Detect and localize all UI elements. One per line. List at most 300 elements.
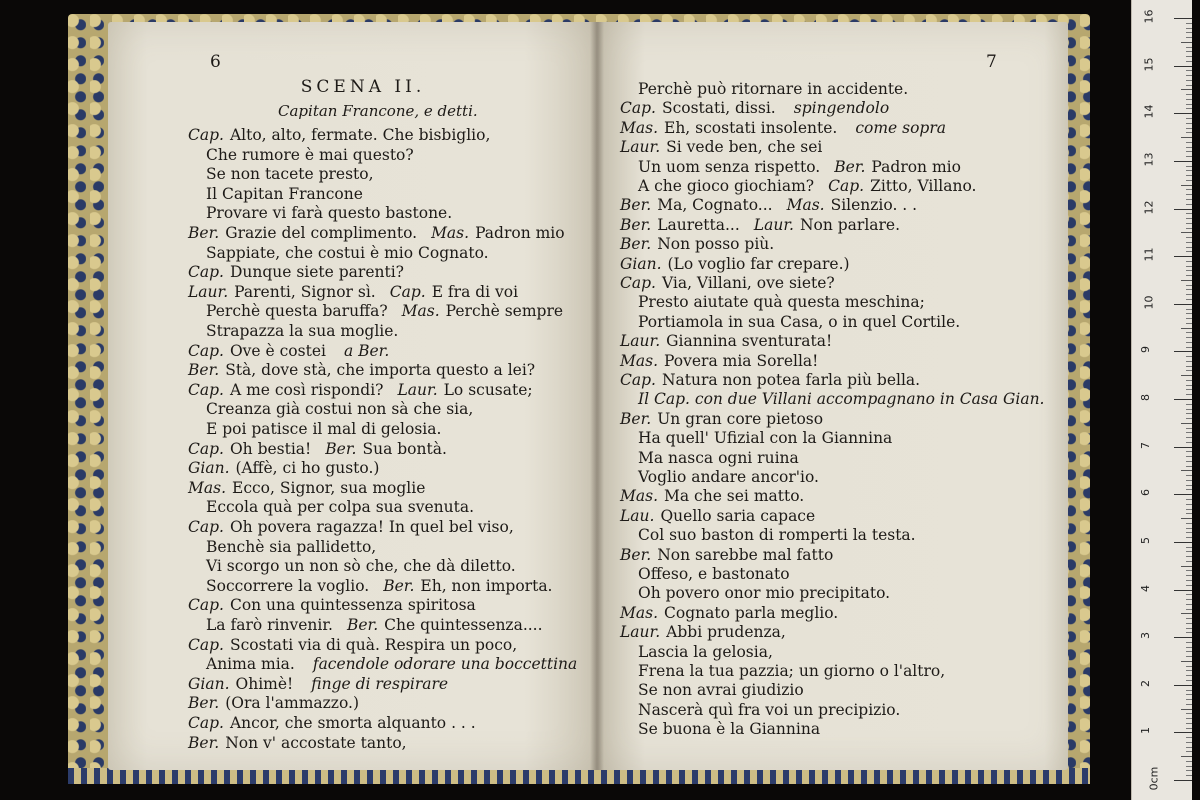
speaker-name: Ber.: [188, 361, 220, 380]
speaker-name: Laur.: [620, 623, 661, 642]
verse-line: [206, 146, 414, 164]
ruler-tick: [1186, 513, 1192, 514]
verse-line: [620, 371, 920, 389]
ruler-tick: [1186, 266, 1192, 267]
verse-line: [206, 244, 489, 262]
speaker-name: Cap.: [188, 714, 224, 732]
ruler-tick: [1186, 694, 1192, 695]
ruler-tick: [1186, 218, 1192, 219]
ruler-tick: [1186, 680, 1192, 681]
ruler-tick: [1186, 523, 1192, 524]
ruler-tick: [1181, 232, 1192, 233]
ruler-tick: [1186, 237, 1192, 238]
ruler-tick: [1186, 247, 1192, 248]
ruler-tick: [1186, 242, 1192, 243]
speaker-name: Mas.: [786, 196, 825, 215]
ruler-tick: [1186, 704, 1192, 705]
ruler-tick: [1186, 537, 1192, 538]
ruler-tick: [1186, 647, 1192, 648]
verse-line: [638, 313, 960, 331]
verse-text: Soccorrere la voglio.: [206, 576, 370, 595]
ruler-tick: [1186, 747, 1192, 748]
scene-title: SCENA II.: [300, 77, 426, 97]
ruler-tick: [1186, 309, 1192, 310]
ruler-tick: [1174, 66, 1192, 67]
speaker-name: Cap.: [620, 274, 656, 292]
ruler-tick: [1186, 642, 1192, 643]
speaker-name: Laur.: [620, 332, 661, 351]
ruler-number: 13: [1142, 152, 1156, 167]
speaker-name: Laur.: [188, 282, 229, 301]
verse-line: [620, 604, 838, 622]
ruler-tick: [1186, 70, 1192, 71]
ruler-number: 10: [1142, 295, 1156, 310]
ruler-tick: [1186, 23, 1192, 24]
ruler-tick: [1186, 599, 1192, 600]
ruler-tick: [1186, 528, 1192, 529]
verse-line: [206, 557, 516, 575]
verse-line: [638, 681, 804, 699]
verse-text: Che quintessenza....: [384, 616, 543, 634]
stage-direction: facendole odorare una boccettina: [312, 655, 578, 674]
speaker-name: Cap.: [188, 518, 224, 536]
ruler-tick: [1186, 556, 1192, 557]
verse-line: [638, 293, 925, 311]
ruler-tick: [1186, 261, 1192, 262]
verse-line: [188, 342, 389, 360]
ruler-tick: [1186, 547, 1192, 548]
ruler-tick: [1186, 385, 1192, 386]
right-page-text: [598, 22, 1068, 770]
ruler-number: 7: [1139, 441, 1152, 449]
speaker-name: Ber.: [620, 545, 652, 564]
ruler-tick: [1186, 199, 1192, 200]
verse-line: [206, 577, 552, 595]
speaker-name: Cap.: [620, 371, 656, 389]
ruler-tick: [1186, 575, 1192, 576]
verse-text: Un uom senza rispetto.: [638, 157, 821, 176]
ruler-tick: [1186, 118, 1192, 119]
verse-line: [206, 400, 473, 418]
ruler-tick: [1186, 128, 1192, 129]
ruler-number: 0cm: [1147, 766, 1161, 791]
verse-line: [188, 675, 448, 693]
verse-line: [638, 662, 945, 680]
ruler-tick: [1181, 328, 1192, 329]
verse-line: [188, 714, 476, 732]
speaker-name: Ber.: [188, 733, 220, 752]
speaker-name: Cap.: [188, 596, 224, 615]
ruler-tick: [1174, 113, 1192, 114]
verse-line: [638, 468, 819, 486]
verse-text: Ma che sei matto.: [664, 487, 805, 506]
ruler-tick: [1186, 275, 1192, 276]
ruler-number: 12: [1142, 200, 1156, 214]
verse-line: [206, 204, 452, 222]
verse-text: Un gran core pietoso: [657, 409, 824, 428]
ruler-tick: [1181, 518, 1192, 519]
ruler-tick: [1186, 99, 1192, 100]
verse-line: [638, 720, 820, 738]
verse-text: Lo scusate;: [443, 380, 533, 399]
verse-text: (Affè, ci ho gusto.): [235, 459, 380, 478]
verse-text: E fra di voi: [431, 282, 519, 301]
verse-text: Oh bestia!: [229, 439, 312, 458]
ruler-tick: [1186, 666, 1192, 667]
ruler-number: 9: [1139, 346, 1152, 354]
ruler-number: 5: [1139, 536, 1152, 544]
ruler-tick: [1186, 37, 1192, 38]
ruler-tick: [1186, 751, 1192, 752]
stage-direction: spingendolo: [793, 99, 890, 118]
verse-line: [188, 283, 518, 301]
ruler-tick: [1181, 280, 1192, 281]
ruler-tick: [1186, 618, 1192, 619]
ruler-tick: [1186, 94, 1192, 95]
ruler-tick: [1186, 409, 1192, 410]
verse-line: [620, 119, 946, 137]
verse-text: Strapazza la sua moglie.: [206, 322, 399, 340]
speaker-name: Mas.: [401, 302, 440, 321]
speaker-name: Mas.: [188, 478, 226, 497]
ruler-tick: [1186, 166, 1192, 167]
ruler-tick: [1186, 489, 1192, 490]
stage-direction: Il Cap. con due Villani accompagnano in Casa Gian.: [638, 390, 1045, 409]
ruler-tick: [1181, 661, 1192, 662]
ruler-tick: [1186, 347, 1192, 348]
verse-line: [188, 361, 535, 379]
verse-text: A che gioco giochiam?: [638, 177, 815, 195]
verse-line: [188, 518, 514, 536]
ruler-tick: [1186, 428, 1192, 429]
ruler-tick: [1186, 451, 1192, 452]
ruler-tick: [1186, 228, 1192, 229]
ruler-tick: [1186, 551, 1192, 552]
verse-text: Col suo baston di romperti la testa.: [638, 526, 916, 545]
verse-line: [638, 158, 961, 176]
speaker-name: Ber.: [620, 215, 652, 234]
ruler-tick: [1186, 175, 1192, 176]
measuring-ruler: [1131, 0, 1192, 800]
verse-text: (Lo voglio far crepare.): [667, 254, 850, 273]
ruler-tick: [1174, 18, 1192, 19]
ruler-tick: [1181, 756, 1192, 757]
ruler-tick: [1186, 761, 1192, 762]
ruler-tick: [1186, 651, 1192, 652]
verse-text: Perchè sempre: [445, 302, 564, 321]
verse-text: Benchè sia pallidetto,: [206, 537, 377, 556]
ruler-tick: [1186, 570, 1192, 571]
verse-text: E poi patisce il mal di gelosia.: [206, 420, 442, 438]
ruler-tick: [1181, 470, 1192, 471]
speaker-name: Cap.: [828, 177, 865, 195]
speaker-name: Cap.: [389, 282, 426, 301]
verse-line: [206, 165, 374, 183]
page-number: 7: [986, 52, 997, 72]
ruler-tick: [1186, 294, 1192, 295]
verse-line: [620, 487, 804, 505]
verse-line: [638, 449, 799, 467]
ruler-tick: [1174, 351, 1192, 352]
verse-line: [188, 126, 490, 144]
ruler-tick: [1186, 480, 1192, 481]
verse-line: [188, 440, 447, 458]
ruler-tick: [1186, 270, 1192, 271]
speaker-name: Laur.: [753, 215, 794, 234]
ruler-tick: [1186, 108, 1192, 109]
right-page: [598, 22, 1068, 770]
verse-text: Si vede ben, che sei: [666, 138, 823, 157]
ruler-tick: [1186, 561, 1192, 562]
verse-line: [188, 263, 404, 281]
ruler-number: 14: [1142, 104, 1156, 119]
speaker-name: Ber.: [383, 576, 415, 595]
ruler-tick: [1174, 447, 1192, 448]
ruler-tick: [1186, 389, 1192, 390]
verse-text: Il Capitan Francone: [206, 184, 363, 203]
verse-text: Che rumore è mai questo?: [206, 145, 414, 164]
ruler-tick: [1186, 485, 1192, 486]
speaker-name: Cap.: [188, 380, 224, 399]
stage-direction: finge di respirare: [311, 674, 449, 693]
ruler-tick: [1186, 699, 1192, 700]
verse-text: Alto, alto, fermate. Che bisbiglio,: [229, 126, 491, 144]
ruler-tick: [1186, 132, 1192, 133]
verse-text: Ancor, che smorta alquanto . . .: [229, 714, 476, 732]
verse-text: Non parlare.: [799, 215, 901, 234]
verse-text: (Ora l'ammazzo.): [225, 694, 359, 713]
ruler-tick: [1186, 370, 1192, 371]
scene-subtitle: Capitan Francone, e detti.: [278, 102, 478, 120]
verse-text: Perchè può ritornare in accidente.: [638, 80, 909, 98]
verse-line: [188, 694, 359, 712]
verse-line: [620, 196, 917, 214]
ruler-tick: [1186, 728, 1192, 729]
verse-line: [188, 734, 407, 752]
speaker-name: Cap.: [188, 635, 224, 654]
ruler-tick: [1186, 151, 1192, 152]
verse-line: [620, 274, 835, 292]
ruler-number: 4: [1139, 584, 1152, 592]
ruler-tick: [1186, 532, 1192, 533]
ruler-tick: [1186, 604, 1192, 605]
ruler-tick: [1186, 413, 1192, 414]
ruler-tick: [1186, 337, 1192, 338]
verse-line: [638, 565, 790, 583]
ruler-number: 11: [1142, 247, 1156, 262]
ruler-tick: [1186, 289, 1192, 290]
ruler-tick: [1186, 75, 1192, 76]
verse-text: Ove è costei: [229, 341, 326, 360]
ruler-tick: [1186, 361, 1192, 362]
verse-line: [188, 224, 565, 242]
ruler-tick: [1186, 580, 1192, 581]
ruler-tick: [1186, 594, 1192, 595]
verse-text: Parenti, Signor sì.: [234, 282, 376, 301]
speaker-name: Cap.: [620, 99, 656, 118]
speaker-name: Ber.: [188, 224, 220, 242]
stage-direction: a Ber.: [343, 341, 390, 360]
speaker-name: Ber.: [346, 616, 379, 634]
ruler-tick: [1186, 80, 1192, 81]
verse-text: Silenzio. . .: [830, 196, 918, 215]
verse-text: Sua bontà.: [362, 439, 447, 458]
verse-line: [206, 616, 543, 634]
verse-text: Lascia la gelosia,: [638, 642, 773, 661]
verse-text: Zitto, Villano.: [870, 177, 977, 195]
verse-text: Ma nasca ogni ruina: [638, 448, 799, 467]
ruler-tick: [1174, 494, 1192, 495]
verse-text: Se non avrai giudizio: [638, 681, 804, 700]
ruler-tick: [1186, 32, 1192, 33]
verse-text: Presto aiutate quà questa meschina;: [638, 293, 925, 312]
speaker-name: Mas.: [620, 603, 658, 622]
verse-line: [206, 655, 577, 673]
verse-line: [620, 352, 818, 370]
verse-text: Se non tacete presto,: [206, 165, 374, 184]
verse-text: Cognato parla meglio.: [664, 603, 839, 622]
verse-text: Perchè questa baruffa?: [206, 302, 388, 321]
verse-text: Creanza già costui non sà che sia,: [206, 400, 474, 419]
ruler-tick: [1186, 170, 1192, 171]
verse-text: Grazie del complimento.: [225, 224, 418, 242]
ruler-tick: [1186, 251, 1192, 252]
verse-line: [206, 185, 363, 203]
verse-text: Se buona è la Giannina: [638, 720, 821, 739]
verse-line: [620, 332, 832, 350]
ruler-tick: [1186, 656, 1192, 657]
verse-text: Quello saria capace: [660, 506, 816, 525]
ruler-tick: [1186, 318, 1192, 319]
verse-line: [206, 538, 376, 556]
verse-text: Povera mia Sorella!: [664, 351, 819, 370]
ruler-tick: [1181, 709, 1192, 710]
ruler-number: 3: [1139, 632, 1152, 640]
verse-line: [620, 235, 774, 253]
speaker-name: Ber.: [834, 157, 866, 176]
verse-text: La farò rinvenir.: [206, 616, 333, 634]
left-page-text: [108, 22, 598, 770]
ruler-tick: [1186, 204, 1192, 205]
verse-line: [620, 255, 850, 273]
ruler-tick: [1186, 342, 1192, 343]
ruler-tick: [1186, 142, 1192, 143]
verse-text: Giannina sventurata!: [666, 332, 833, 351]
ruler-tick: [1181, 185, 1192, 186]
speaker-name: Lau.: [620, 506, 655, 525]
verse-line: [206, 302, 563, 320]
ruler-tick: [1186, 437, 1192, 438]
ruler-number: 1: [1139, 727, 1152, 735]
verse-text: A me così rispondi?: [229, 380, 384, 399]
verse-text: Eh, non importa.: [420, 576, 553, 595]
verse-text: Anima mia.: [206, 655, 295, 674]
verse-line: [638, 584, 890, 602]
ruler-tick: [1186, 47, 1192, 48]
verse-text: Eh, scostati insolente.: [664, 118, 838, 137]
verse-line: [206, 322, 398, 340]
verse-text: Scostati via di quà. Respira un poco,: [229, 635, 518, 654]
ruler-tick: [1186, 718, 1192, 719]
ruler-tick: [1174, 399, 1192, 400]
ruler-tick: [1181, 89, 1192, 90]
page-number: 6: [210, 52, 221, 72]
ruler-tick: [1186, 156, 1192, 157]
verse-text: Scostati, dissi.: [661, 99, 776, 118]
ruler-tick: [1186, 194, 1192, 195]
ruler-tick: [1186, 770, 1192, 771]
ruler-tick: [1186, 775, 1192, 776]
ruler-tick: [1186, 61, 1192, 62]
verse-text: Sappiate, che costui è mio Cognato.: [206, 243, 489, 262]
ruler-tick: [1174, 256, 1192, 257]
ruler-tick: [1181, 613, 1192, 614]
ruler-tick: [1174, 780, 1192, 781]
verse-text: Oh povera ragazza! In quel bel viso,: [229, 518, 514, 536]
verse-line: [620, 623, 786, 641]
speaker-name: Gian.: [620, 254, 662, 273]
ruler-tick: [1186, 609, 1192, 610]
verse-text: Frena la tua pazzia; un giorno o l'altro,: [638, 662, 946, 680]
ruler-tick: [1186, 670, 1192, 671]
verse-line: [638, 643, 773, 661]
verse-line: [638, 429, 892, 447]
verse-text: Via, Villani, ove siete?: [661, 274, 835, 292]
ruler-tick: [1186, 456, 1192, 457]
verse-text: Non posso più.: [657, 235, 775, 254]
ruler-tick: [1174, 732, 1192, 733]
ruler-tick: [1186, 713, 1192, 714]
ruler-tick: [1186, 461, 1192, 462]
speaker-name: Ber.: [325, 439, 357, 458]
verse-text: Eccola quà per colpa sua svenuta.: [206, 498, 475, 517]
ruler-tick: [1174, 209, 1192, 210]
speaker-name: Ber.: [620, 409, 652, 428]
verse-text: Ha quell' Ufizial con la Giannina: [638, 429, 893, 448]
ruler-tick: [1186, 56, 1192, 57]
speaker-name: Cap.: [188, 439, 224, 458]
ruler-tick: [1186, 509, 1192, 510]
ruler-tick: [1186, 51, 1192, 52]
speaker-name: Laur.: [620, 138, 661, 157]
ruler-number: 15: [1142, 57, 1156, 72]
speaker-name: Laur.: [397, 380, 438, 399]
ruler-tick: [1186, 475, 1192, 476]
ruler-tick: [1186, 690, 1192, 691]
ruler-tick: [1181, 423, 1192, 424]
speaker-name: Mas.: [620, 487, 658, 506]
ruler-number: 2: [1139, 679, 1152, 687]
ruler-tick: [1174, 304, 1192, 305]
ruler-tick: [1186, 737, 1192, 738]
ruler-tick: [1186, 223, 1192, 224]
verse-text: Provare vi farà questo bastone.: [206, 204, 453, 223]
stage-direction: come sopra: [855, 118, 946, 137]
ruler-tick: [1186, 628, 1192, 629]
speaker-name: Cap.: [188, 126, 224, 144]
ruler-tick: [1186, 723, 1192, 724]
ruler-tick: [1186, 123, 1192, 124]
verse-line: [188, 596, 476, 614]
speaker-name: Gian.: [188, 674, 230, 693]
verse-text: Con una quintessenza spiritosa: [229, 596, 476, 615]
ruler-tick: [1186, 394, 1192, 395]
speaker-name: Cap.: [188, 341, 224, 360]
verse-line: [188, 479, 425, 497]
ruler-tick: [1186, 380, 1192, 381]
speaker-name: Gian.: [188, 459, 230, 478]
ruler-tick: [1186, 285, 1192, 286]
